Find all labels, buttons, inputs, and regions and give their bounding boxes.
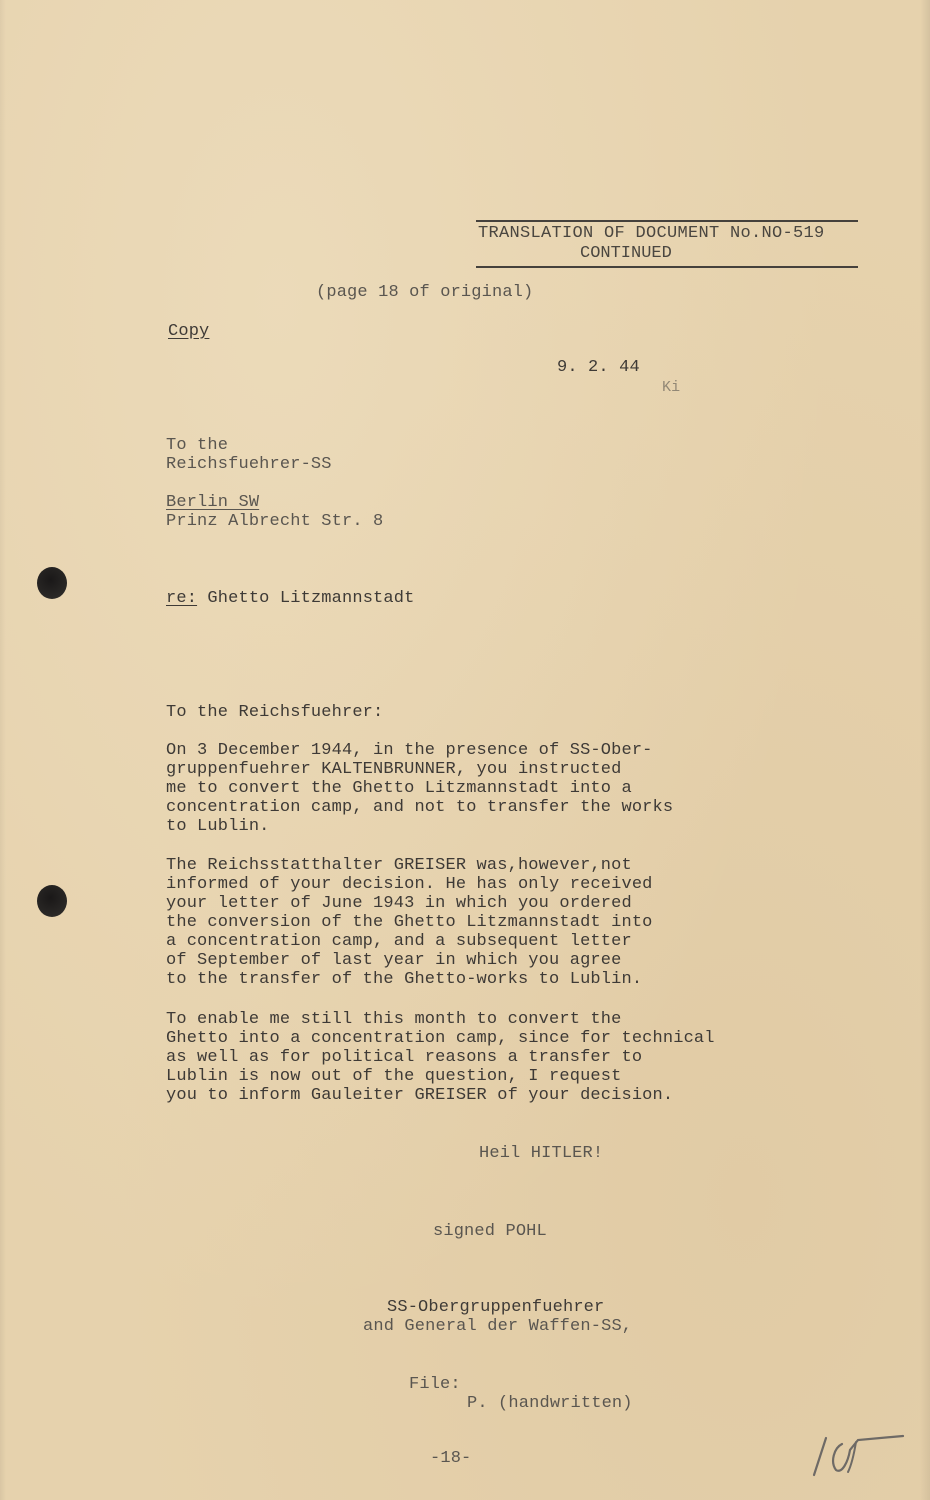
paragraph-line: To enable me still this month to convert the: [166, 1010, 622, 1029]
paragraph-line: concentration camp, and not to transfer the works: [166, 798, 674, 817]
initials: Ki: [662, 379, 681, 396]
letter-date: 9. 2. 44: [557, 358, 640, 377]
addressee-city: Berlin SW: [166, 493, 260, 512]
handwritten-mark-icon: [808, 1430, 908, 1480]
paragraph-line: to Lublin.: [166, 817, 270, 836]
page-note: (page 18 of original): [316, 283, 534, 302]
paragraph-line: me to convert the Ghetto Litzmannstadt into a: [166, 779, 632, 798]
subject-label: re:: [166, 589, 198, 608]
punch-hole: [37, 885, 67, 917]
subject-line: [166, 589, 414, 608]
rank-line2: and General der Waffen-SS,: [363, 1317, 633, 1336]
paragraph-line: informed of your decision. He has only received: [166, 875, 653, 894]
copy-label: Copy: [168, 322, 210, 341]
page-number: -18-: [430, 1449, 472, 1468]
signature: signed POHL: [433, 1222, 547, 1241]
paragraph-line: Ghetto into a concentration camp, since for technical: [166, 1029, 715, 1048]
punch-hole: [37, 567, 67, 599]
paragraph-line: you to inform Gauleiter GREISER of your decision.: [166, 1086, 674, 1105]
paragraph-line: as well as for political reasons a transfer to: [166, 1048, 643, 1067]
paragraph-line: gruppenfuehrer KALTENBRUNNER, you instructed: [166, 760, 622, 779]
paragraph-line: The Reichsstatthalter GREISER was,however,not: [166, 856, 632, 875]
addressee-line2: Reichsfuehrer-SS: [166, 455, 332, 474]
paragraph-line: On 3 December 1944, in the presence of SS-Ober-: [166, 741, 653, 760]
header-title: TRANSLATION OF DOCUMENT No.NO-519: [478, 224, 825, 243]
salutation: To the Reichsfuehrer:: [166, 703, 384, 722]
paragraph-line: Lublin is now out of the question, I request: [166, 1067, 622, 1086]
closing: Heil HITLER!: [479, 1144, 604, 1163]
addressee-line1: To the: [166, 436, 229, 455]
subject-text: Ghetto Litzmannstadt: [207, 589, 415, 608]
file-value: P. (handwritten): [467, 1394, 633, 1413]
paragraph-line: your letter of June 1943 in which you ordered: [166, 894, 632, 913]
paragraph-line: to the transfer of the Ghetto-works to Lublin.: [166, 970, 643, 989]
rank-line1: SS-Obergruppenfuehrer: [387, 1298, 605, 1317]
paragraph-line: a concentration camp, and a subsequent letter: [166, 932, 632, 951]
addressee-street: Prinz Albrecht Str. 8: [166, 512, 384, 531]
header-subtitle: CONTINUED: [580, 244, 672, 263]
translation-header: [476, 220, 858, 268]
paragraph-line: of September of last year in which you agree: [166, 951, 622, 970]
file-label: File:: [409, 1375, 461, 1394]
paragraph-line: the conversion of the Ghetto Litzmannstadt into: [166, 913, 653, 932]
